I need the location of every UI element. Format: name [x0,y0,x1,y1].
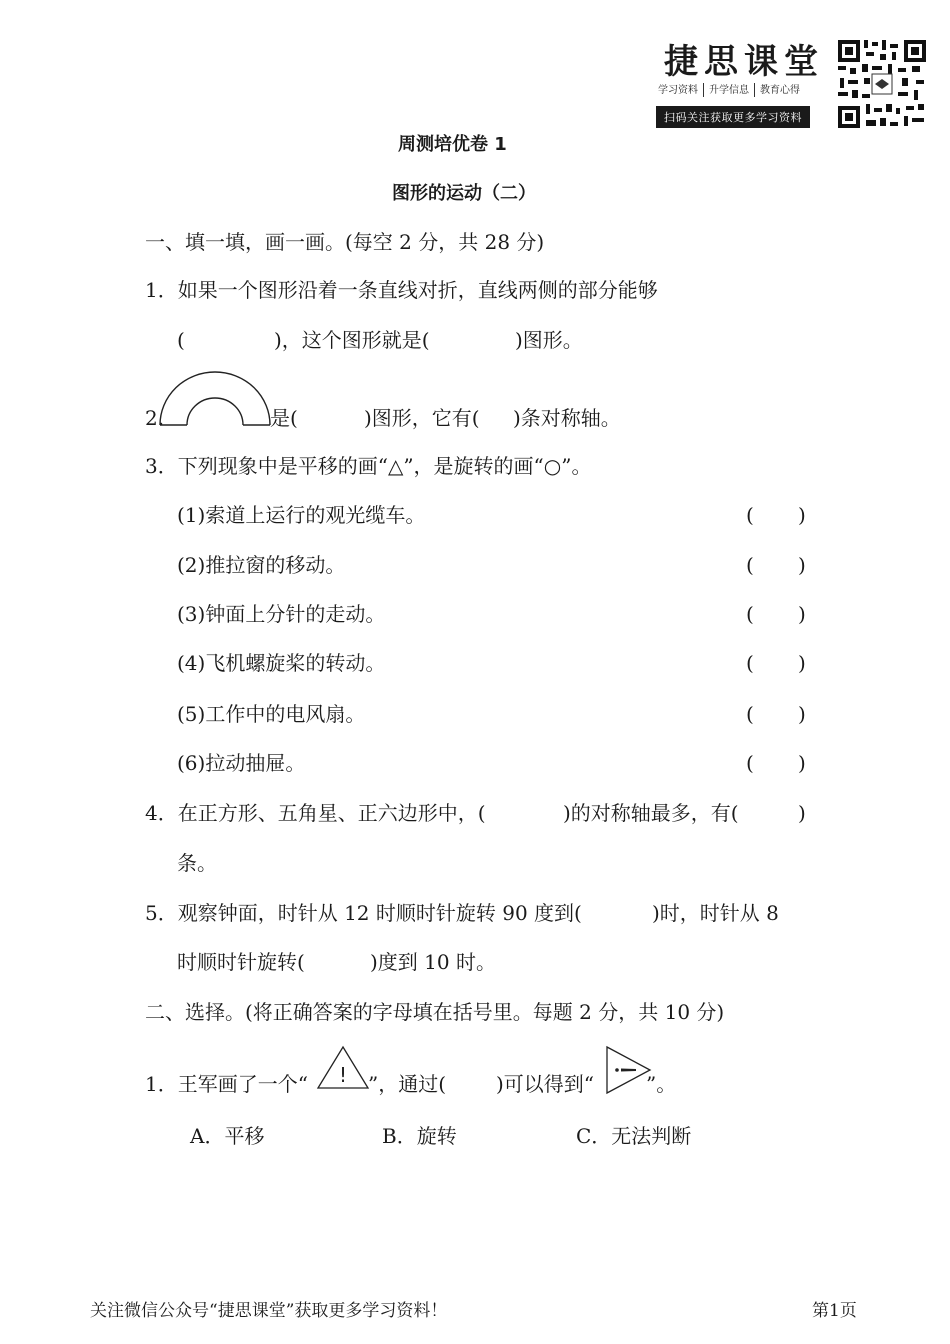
answer-paren-open: ( [746,751,754,775]
answer-paren-close: ) [798,751,806,775]
link-divider [703,83,704,97]
page-title: 周测培优卷 1 [398,134,507,155]
q5-text-a: 5．观察钟面，时针从 12 时顺时针旋转 90 度到( [145,901,582,925]
q5-text-b: )时，时针从 8 [652,901,779,925]
rotated-sign-triangle-icon [604,1044,652,1096]
answer-paren-open: ( [746,702,754,726]
page-number: 第1页 [812,1301,857,1321]
q3-item: (4)飞机螺旋桨的转动。 [177,651,386,675]
s2q1-text-a: 1．王军画了一个“ [145,1072,308,1096]
answer-paren-close: ) [798,553,806,577]
s2q1-text-d: ”。 [646,1072,677,1096]
brand-logo: 捷思课堂 [664,42,824,82]
s2q1-text-c: )可以得到“ [496,1072,595,1096]
answer-paren-close: ) [798,651,806,675]
answer-paren-close: ) [798,702,806,726]
q3-item: (1)索道上运行的观光缆车。 [177,503,426,527]
q3-item: (6)拉动抽屉。 [177,751,306,775]
q1-line1: 1．如果一个图形沿着一条直线对折，直线两侧的部分能够 [145,278,658,302]
answer-paren-open: ( [746,553,754,577]
q2-text-a: 是( [270,406,298,430]
q3-item: (3)钟面上分针的走动。 [177,602,386,626]
brand-links [658,81,800,97]
warning-sign-text: ! [338,1063,348,1087]
q3-item: (5)工作中的电风扇。 [177,702,366,726]
option-c: C．无法判断 [576,1124,692,1148]
link-divider [754,83,755,97]
answer-paren-open: ( [746,602,754,626]
s2q1-text-b: ”，通过( [368,1072,447,1096]
option-b: B．旋转 [382,1124,457,1148]
q1-end-text: )图形。 [515,328,583,352]
option-a: A．平移 [190,1124,265,1148]
brand-link: 教育心得 [760,85,800,96]
q2-text-c: )条对称轴。 [513,406,621,430]
page-subtitle: 图形的运动（二） [392,183,536,204]
q5-line2-a: 时顺时针旋转( [177,950,305,974]
qr-code-icon [836,38,928,130]
q4-text-a: 4．在正方形、五角星、正六边形中，( [145,801,486,825]
q4-text-c: ) [798,801,806,825]
answer-paren-close: ) [798,503,806,527]
q5-line2-b: )度到 10 时。 [370,950,496,974]
arch-figure [158,370,272,426]
answer-paren-close: ) [798,602,806,626]
q1-paren-open: ( [177,328,185,352]
section2-heading: 二、选择。(将正确答案的字母填在括号里。每题 2 分，共 10 分) [145,1000,725,1024]
brand-link: 学习资料 [658,85,698,96]
warning-sign-triangle-icon [315,1044,371,1090]
q4-text-b: )的对称轴最多，有( [563,801,739,825]
footer-note: 关注微信公众号“捷思课堂”获取更多学习资料！ [90,1301,448,1321]
answer-paren-open: ( [746,651,754,675]
q3-item: (2)推拉窗的移动。 [177,553,346,577]
q3-intro: 3．下列现象中是平移的画“△”，是旋转的画“○”。 [145,454,592,478]
answer-paren-open: ( [746,503,754,527]
q2-text-b: )图形，它有( [364,406,480,430]
q2-number: 2. [145,406,165,430]
q1-mid-text: )，这个图形就是( [274,328,430,352]
q4-line2: 条。 [177,851,217,875]
section1-heading: 一、填一填，画一画。(每空 2 分，共 28 分) [145,230,545,254]
brand-link: 升学信息 [709,85,749,96]
brand-banner: 扫码关注获取更多学习资料 [656,106,810,128]
